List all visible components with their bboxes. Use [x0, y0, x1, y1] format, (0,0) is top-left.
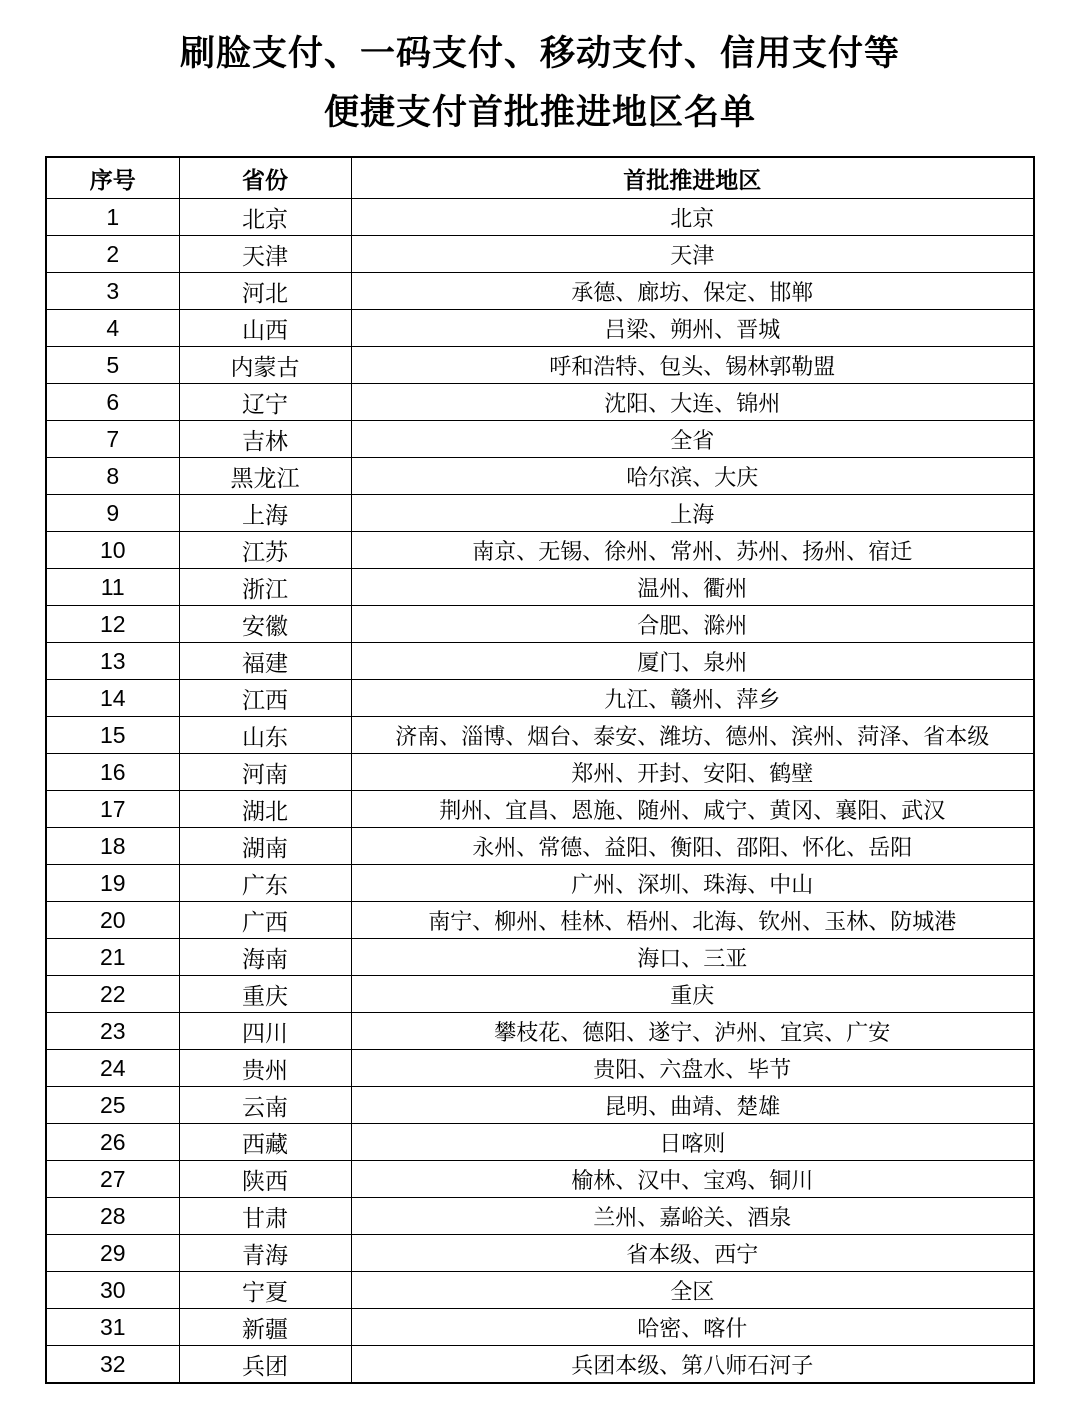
- cell-province: 辽宁: [179, 384, 351, 421]
- cell-province: 兵团: [179, 1346, 351, 1384]
- table-row: [46, 717, 1034, 754]
- cell-province: 安徽: [179, 606, 351, 643]
- table-header-row: [46, 157, 1034, 199]
- cell-no: 15: [46, 717, 179, 754]
- cell-no: 13: [46, 643, 179, 680]
- cell-no: 28: [46, 1198, 179, 1235]
- cell-regions: 日喀则: [351, 1124, 1034, 1161]
- cell-regions: 昆明、曲靖、楚雄: [351, 1087, 1034, 1124]
- table-row: [46, 310, 1034, 347]
- cell-regions: 兵团本级、第八师石河子: [351, 1346, 1034, 1384]
- cell-regions: 永州、常德、益阳、衡阳、邵阳、怀化、岳阳: [351, 828, 1034, 865]
- cell-province: 四川: [179, 1013, 351, 1050]
- cell-province: 海南: [179, 939, 351, 976]
- cell-regions: 贵阳、六盘水、毕节: [351, 1050, 1034, 1087]
- table-row: [46, 976, 1034, 1013]
- cell-province: 湖南: [179, 828, 351, 865]
- cell-province: 贵州: [179, 1050, 351, 1087]
- document-title-line1: 刷脸支付、一码支付、移动支付、信用支付等: [179, 34, 900, 73]
- table-row: [46, 1198, 1034, 1235]
- cell-province: 山西: [179, 310, 351, 347]
- cell-regions: 南宁、柳州、桂林、梧州、北海、钦州、玉林、防城港: [351, 902, 1034, 939]
- cell-province: 湖北: [179, 791, 351, 828]
- cell-no: 21: [46, 939, 179, 976]
- cell-no: 4: [46, 310, 179, 347]
- cell-province: 河北: [179, 273, 351, 310]
- cell-no: 10: [46, 532, 179, 569]
- cell-province: 黑龙江: [179, 458, 351, 495]
- cell-province: 江苏: [179, 532, 351, 569]
- table-row: [46, 680, 1034, 717]
- header-index: 序号: [46, 157, 179, 199]
- table-row: [46, 1346, 1034, 1384]
- cell-regions: 济南、淄博、烟台、泰安、潍坊、德州、滨州、菏泽、省本级: [351, 717, 1034, 754]
- cell-no: 7: [46, 421, 179, 458]
- cell-regions: 省本级、西宁: [351, 1235, 1034, 1272]
- document-title-line2: 便捷支付首批推进地区名单: [323, 93, 756, 132]
- cell-regions: 承德、廊坊、保定、邯郸: [351, 273, 1034, 310]
- cell-regions: 攀枝花、德阳、遂宁、泸州、宜宾、广安: [351, 1013, 1034, 1050]
- table-row: [46, 939, 1034, 976]
- cell-province: 青海: [179, 1235, 351, 1272]
- cell-regions: 海口、三亚: [351, 939, 1034, 976]
- cell-no: 6: [46, 384, 179, 421]
- table-body: [46, 199, 1034, 1384]
- cell-regions: 北京: [351, 199, 1034, 236]
- cell-no: 11: [46, 569, 179, 606]
- cell-province: 云南: [179, 1087, 351, 1124]
- cell-province: 吉林: [179, 421, 351, 458]
- table-row: [46, 1309, 1034, 1346]
- table-row: [46, 865, 1034, 902]
- cell-regions: 上海: [351, 495, 1034, 532]
- table-row: [46, 1235, 1034, 1272]
- table-row: [46, 1050, 1034, 1087]
- table-row: [46, 458, 1034, 495]
- cell-no: 32: [46, 1346, 179, 1384]
- cell-regions: 哈尔滨、大庆: [351, 458, 1034, 495]
- table-row: [46, 791, 1034, 828]
- table-row: [46, 199, 1034, 236]
- table-row: [46, 754, 1034, 791]
- cell-no: 27: [46, 1161, 179, 1198]
- table-row: [46, 1013, 1034, 1050]
- cell-regions: 全省: [351, 421, 1034, 458]
- cell-regions: 兰州、嘉峪关、酒泉: [351, 1198, 1034, 1235]
- table-row: [46, 606, 1034, 643]
- cell-regions: 荆州、宜昌、恩施、随州、咸宁、黄冈、襄阳、武汉: [351, 791, 1034, 828]
- table-row: [46, 236, 1034, 273]
- cell-regions: 广州、深圳、珠海、中山: [351, 865, 1034, 902]
- cell-regions: 沈阳、大连、锦州: [351, 384, 1034, 421]
- table-row: [46, 643, 1034, 680]
- cell-province: 江西: [179, 680, 351, 717]
- header-province: 省份: [179, 157, 351, 199]
- cell-no: 1: [46, 199, 179, 236]
- cell-regions: 合肥、滁州: [351, 606, 1034, 643]
- cell-no: 18: [46, 828, 179, 865]
- table-row: [46, 1087, 1034, 1124]
- table-row: [46, 347, 1034, 384]
- table-row: [46, 902, 1034, 939]
- cell-no: 22: [46, 976, 179, 1013]
- cell-province: 山东: [179, 717, 351, 754]
- cell-no: 31: [46, 1309, 179, 1346]
- cell-no: 16: [46, 754, 179, 791]
- cell-regions: 郑州、开封、安阳、鹤壁: [351, 754, 1034, 791]
- table-row: [46, 1161, 1034, 1198]
- table-row: [46, 532, 1034, 569]
- cell-regions: 呼和浩特、包头、锡林郭勒盟: [351, 347, 1034, 384]
- cell-province: 天津: [179, 236, 351, 273]
- cell-no: 19: [46, 865, 179, 902]
- table-row: [46, 495, 1034, 532]
- cell-regions: 九江、赣州、萍乡: [351, 680, 1034, 717]
- cell-province: 重庆: [179, 976, 351, 1013]
- cell-no: 23: [46, 1013, 179, 1050]
- table-row: [46, 569, 1034, 606]
- cell-province: 广西: [179, 902, 351, 939]
- cell-province: 陕西: [179, 1161, 351, 1198]
- cell-province: 北京: [179, 199, 351, 236]
- cell-no: 14: [46, 680, 179, 717]
- cell-no: 9: [46, 495, 179, 532]
- cell-regions: 哈密、喀什: [351, 1309, 1034, 1346]
- header-regions: 首批推进地区: [351, 157, 1034, 199]
- cell-no: 2: [46, 236, 179, 273]
- cell-regions: 厦门、泉州: [351, 643, 1034, 680]
- cell-no: 20: [46, 902, 179, 939]
- cell-no: 17: [46, 791, 179, 828]
- cell-no: 8: [46, 458, 179, 495]
- cell-no: 26: [46, 1124, 179, 1161]
- cell-regions: 天津: [351, 236, 1034, 273]
- cell-province: 内蒙古: [179, 347, 351, 384]
- cell-regions: 榆林、汉中、宝鸡、铜川: [351, 1161, 1034, 1198]
- cell-no: 3: [46, 273, 179, 310]
- cell-province: 河南: [179, 754, 351, 791]
- cell-province: 浙江: [179, 569, 351, 606]
- cell-regions: 吕梁、朔州、晋城: [351, 310, 1034, 347]
- table-row: [46, 1124, 1034, 1161]
- table-row: [46, 273, 1034, 310]
- cell-regions: 重庆: [351, 976, 1034, 1013]
- cell-no: 25: [46, 1087, 179, 1124]
- cell-no: 29: [46, 1235, 179, 1272]
- table-row: [46, 1272, 1034, 1309]
- title-block: [0, 0, 1080, 130]
- table-row: [46, 384, 1034, 421]
- cell-no: 24: [46, 1050, 179, 1087]
- cell-province: 新疆: [179, 1309, 351, 1346]
- regions-table: [45, 156, 1035, 1384]
- cell-province: 宁夏: [179, 1272, 351, 1309]
- cell-province: 福建: [179, 643, 351, 680]
- cell-province: 广东: [179, 865, 351, 902]
- cell-province: 西藏: [179, 1124, 351, 1161]
- cell-regions: 南京、无锡、徐州、常州、苏州、扬州、宿迁: [351, 532, 1034, 569]
- cell-province: 甘肃: [179, 1198, 351, 1235]
- cell-regions: 全区: [351, 1272, 1034, 1309]
- table-row: [46, 421, 1034, 458]
- cell-no: 30: [46, 1272, 179, 1309]
- cell-no: 5: [46, 347, 179, 384]
- cell-no: 12: [46, 606, 179, 643]
- cell-regions: 温州、衢州: [351, 569, 1034, 606]
- cell-province: 上海: [179, 495, 351, 532]
- table-row: [46, 828, 1034, 865]
